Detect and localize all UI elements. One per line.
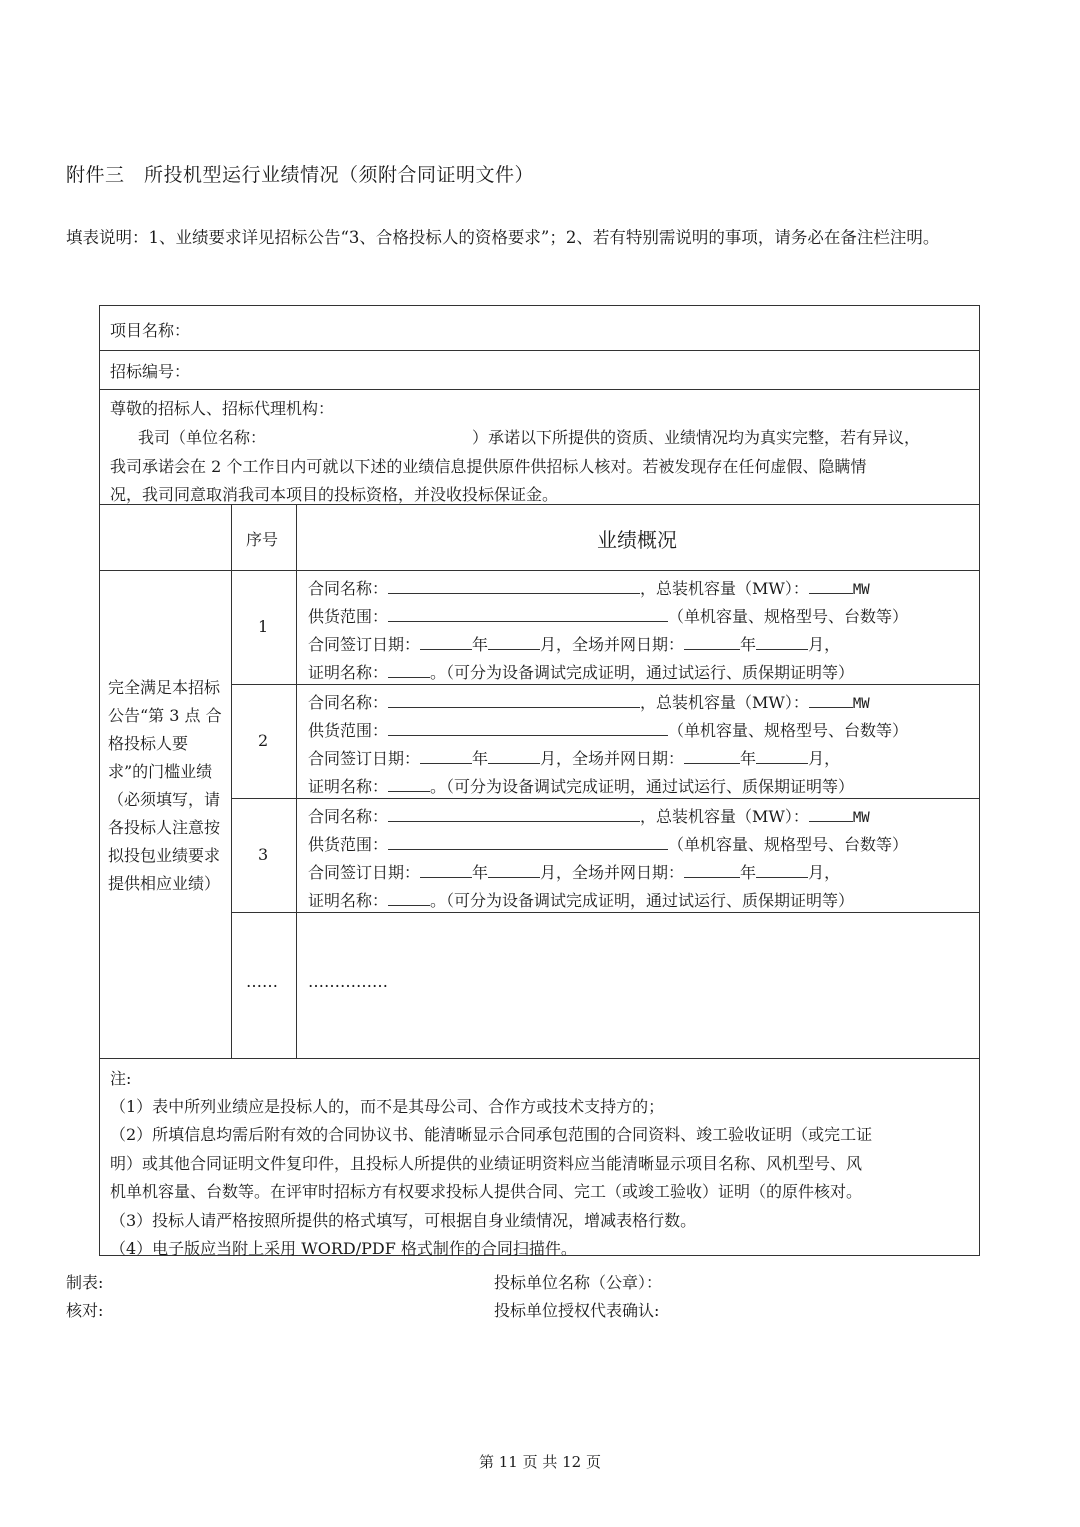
pledge-line-1 — [138, 425, 920, 448]
row-line — [308, 660, 854, 683]
capacity-label: ，总装机容量（MW）： — [640, 579, 809, 598]
row-divider — [100, 350, 979, 351]
capacity-field[interactable] — [809, 579, 853, 594]
mw-unit: MW — [852, 810, 870, 826]
cert-name-field[interactable] — [388, 777, 430, 792]
row-line — [308, 576, 870, 599]
year-label: 年 — [472, 749, 489, 768]
row-line — [308, 746, 840, 769]
row-seq: 3 — [258, 845, 269, 864]
note-item: （4）电子版应当附上采用 WORD/PDF 格式制作的合同扫描件。 — [110, 1239, 577, 1258]
cert-name-label: 证明名称： — [308, 777, 389, 796]
supply-scope-field[interactable] — [388, 721, 668, 736]
pledge-line-2: 我司承诺会在 2 个工作日内可就以下述的业绩信息提供原件供招标人核对。若被发现存在任何虚假、隐瞒情 — [110, 457, 867, 476]
column-divider — [231, 504, 232, 1058]
bidder-rep-label: 投标单位授权代表确认: — [494, 1301, 660, 1320]
sign-year-field[interactable] — [420, 863, 472, 878]
row-divider — [231, 912, 979, 913]
supply-scope-label: 供货范围： — [308, 835, 389, 854]
fill-instructions: 填表说明：1、业绩要求详见招标公告“3、合格投标人的资格要求”；2、若有特别需说明的事项，请务必在备注栏注明。 — [66, 228, 940, 247]
cert-name-field[interactable] — [388, 663, 430, 678]
mw-unit: MW — [852, 696, 870, 712]
row-divider — [100, 389, 979, 390]
salutation: 尊敬的招标人、招标代理机构： — [110, 399, 335, 418]
row-line — [308, 632, 840, 655]
column-divider — [296, 504, 297, 1058]
pledge-line-3: 况，我司同意取消我司本项目的投标资格，并没收投标保证金。 — [110, 485, 559, 504]
row-divider — [231, 798, 979, 799]
sign-date-label: 合同签订日期： — [308, 749, 421, 768]
supply-scope-label: 供货范围： — [308, 721, 389, 740]
note-item: 明）或其他合同证明文件复印件，且投标人所提供的业绩证明资料应当能清晰显示项目名称、风机型号、风 — [110, 1154, 863, 1173]
row-seq: 2 — [258, 731, 269, 750]
row-line — [308, 604, 908, 627]
contract-name-label: 合同名称： — [308, 693, 389, 712]
row-line — [308, 804, 870, 827]
capacity-label: ，总装机容量（MW）： — [640, 693, 809, 712]
pledge-text: ）承诺以下所提供的资质、业绩情况均为真实完整，若有异议， — [472, 428, 921, 447]
month-label: 月，全场并网日期： — [540, 863, 685, 882]
supply-note: （单机容量、规格型号、台数等） — [668, 721, 909, 740]
contract-name-label: 合同名称： — [308, 579, 389, 598]
sign-month-field[interactable] — [488, 749, 540, 764]
month-label: 月，全场并网日期： — [540, 635, 685, 654]
row-line — [308, 832, 908, 855]
sign-date-label: 合同签订日期： — [308, 863, 421, 882]
row-line — [308, 690, 870, 713]
ellipsis-seq: …… — [246, 972, 278, 991]
row-divider — [100, 1058, 979, 1059]
supply-scope-field[interactable] — [388, 835, 668, 850]
row-line — [308, 860, 840, 883]
row-line — [308, 718, 908, 741]
year-label: 年 — [740, 635, 757, 654]
sign-date-label: 合同签订日期： — [308, 635, 421, 654]
threshold-performance-label: 完全满足本招标公告“第 3 点 合格投标人要求”的门槛业绩（必须填写，请各投标人注意按拟投包业绩要求提供相应业绩） — [108, 678, 222, 893]
sign-month-field[interactable] — [488, 635, 540, 650]
capacity-label: ，总装机容量（MW）： — [640, 807, 809, 826]
sign-year-field[interactable] — [420, 635, 472, 650]
grid-month-field[interactable] — [756, 749, 808, 764]
month-label: 月，全场并网日期： — [540, 749, 685, 768]
pledge-text: 我司（单位名称： — [138, 428, 267, 447]
cert-note: 。（可分为设备调试完成证明，通过试运行、质保期证明等） — [430, 663, 855, 682]
supply-scope-label: 供货范围： — [308, 607, 389, 626]
document-title: 附件三 所投机型运行业绩情况（须附合同证明文件） — [66, 164, 535, 186]
sign-month-field[interactable] — [488, 863, 540, 878]
row-divider — [231, 684, 979, 685]
month-end-label: 月， — [808, 635, 841, 654]
contract-name-field[interactable] — [388, 693, 640, 708]
contract-name-field[interactable] — [388, 579, 640, 594]
grid-year-field[interactable] — [684, 863, 740, 878]
supply-scope-field[interactable] — [388, 607, 668, 622]
cert-name-label: 证明名称： — [308, 663, 389, 682]
grid-year-field[interactable] — [684, 749, 740, 764]
note-item: （3）投标人请严格按照所提供的格式填写，可根据自身业绩情况，增减表格行数。 — [110, 1211, 697, 1230]
ellipsis-summary: …………… — [308, 972, 388, 991]
bidder-name-label: 投标单位名称（公章）： — [494, 1273, 663, 1292]
contract-name-field[interactable] — [388, 807, 640, 822]
capacity-field[interactable] — [809, 693, 853, 708]
project-name-label: 项目名称： — [110, 321, 191, 340]
cert-name-field[interactable] — [388, 891, 430, 906]
month-end-label: 月， — [808, 863, 841, 882]
header-summary: 业绩概况 — [597, 528, 677, 552]
header-seq: 序号 — [246, 530, 279, 549]
cert-name-label: 证明名称： — [308, 891, 389, 910]
sign-year-field[interactable] — [420, 749, 472, 764]
note-item: （1）表中所列业绩应是投标人的，而不是其母公司、合作方或技术支持方的； — [110, 1097, 665, 1116]
cert-note: 。（可分为设备调试完成证明，通过试运行、质保期证明等） — [430, 777, 855, 796]
contract-name-label: 合同名称： — [308, 807, 389, 826]
row-line — [308, 774, 854, 797]
year-label: 年 — [740, 749, 757, 768]
grid-month-field[interactable] — [756, 863, 808, 878]
note-item: （2）所填信息均需后附有效的合同协议书、能清晰显示合同承包范围的合同资料、竣工验收证明（或完工证 — [110, 1125, 873, 1144]
month-end-label: 月， — [808, 749, 841, 768]
mw-unit: MW — [852, 582, 870, 598]
notes-title: 注: — [110, 1069, 132, 1088]
supply-note: （单机容量、规格型号、台数等） — [668, 835, 909, 854]
grid-month-field[interactable] — [756, 635, 808, 650]
bid-number-label: 招标编号： — [110, 362, 191, 381]
year-label: 年 — [740, 863, 757, 882]
note-item: 机单机容量、台数等。在评审时招标方有权要求投标人提供合同、完工（或竣工验收）证明（的原件核对。 — [110, 1182, 863, 1201]
capacity-field[interactable] — [809, 807, 853, 822]
row-line — [308, 888, 854, 911]
maker-label: 制表: — [66, 1273, 104, 1292]
year-label: 年 — [472, 635, 489, 654]
grid-year-field[interactable] — [684, 635, 740, 650]
page-footer: 第 11 页 共 12 页 — [478, 1453, 601, 1471]
row-seq: 1 — [258, 617, 269, 636]
year-label: 年 — [472, 863, 489, 882]
supply-note: （单机容量、规格型号、台数等） — [668, 607, 909, 626]
performance-table — [99, 305, 980, 1256]
cert-note: 。（可分为设备调试完成证明，通过试运行、质保期证明等） — [430, 891, 855, 910]
checker-label: 核对: — [66, 1301, 104, 1320]
